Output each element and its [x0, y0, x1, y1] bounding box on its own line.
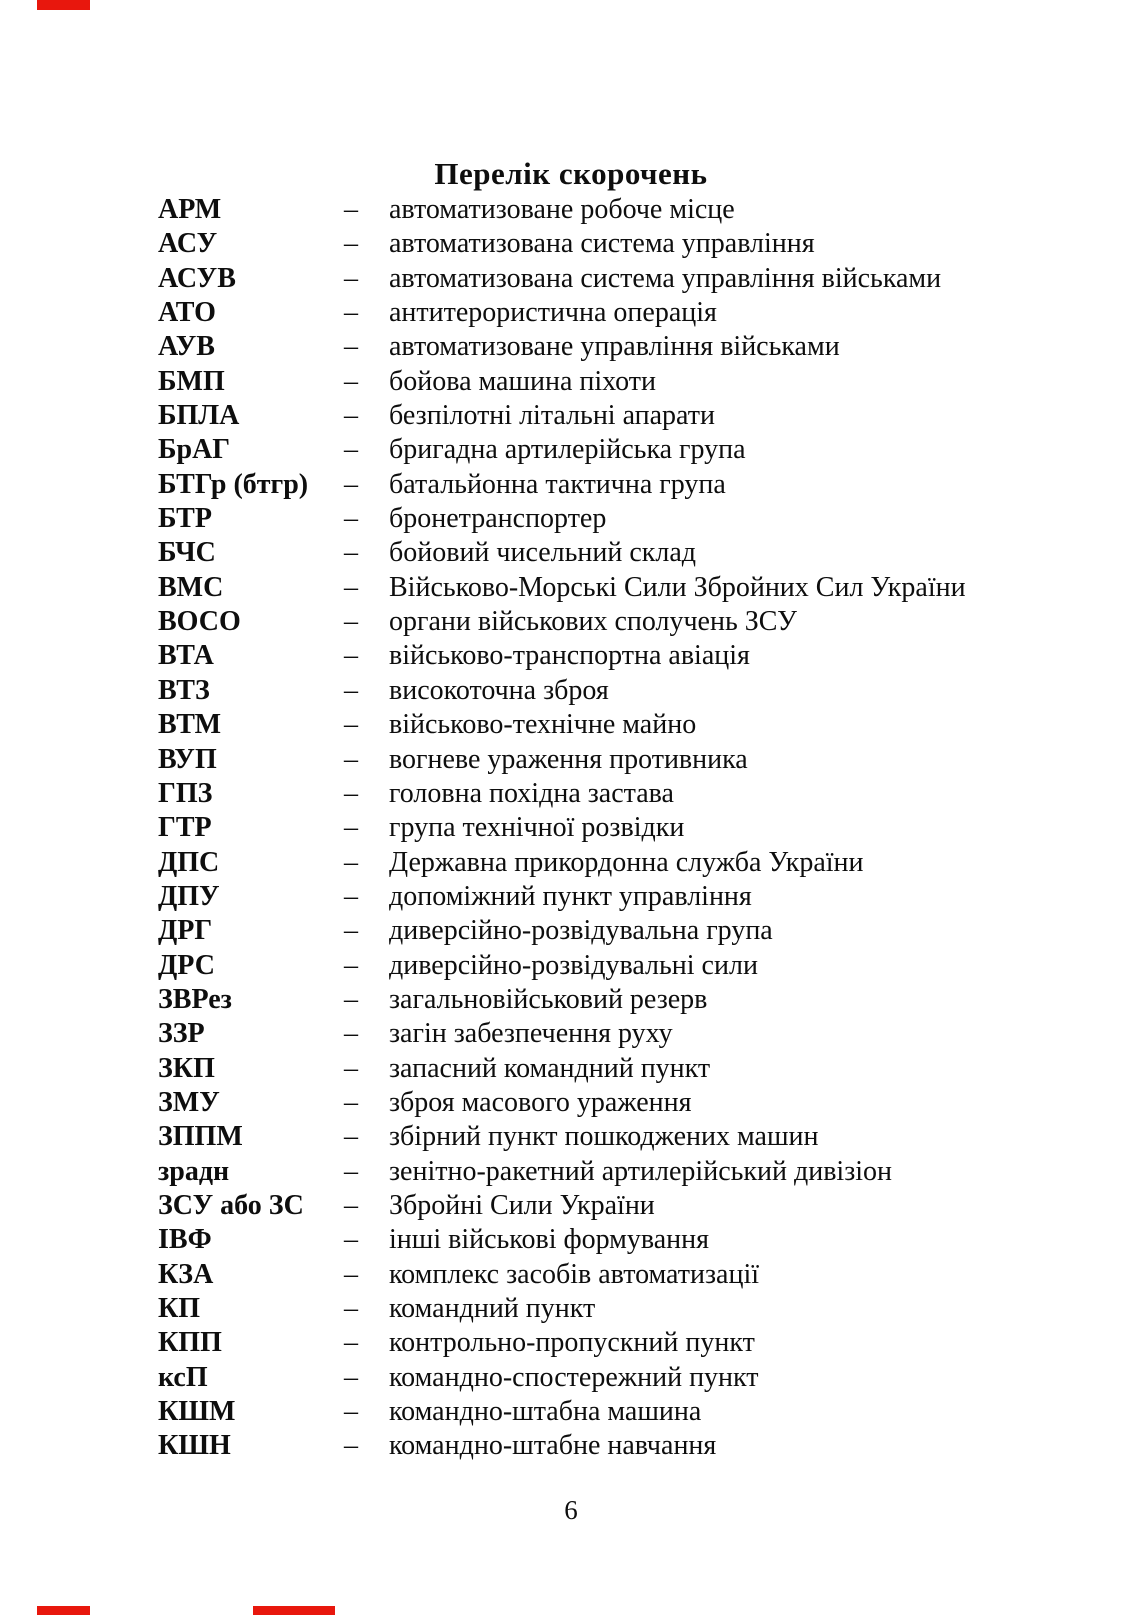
- dash-separator: –: [344, 743, 358, 775]
- abbreviation-definition: батальйонна тактична група: [389, 468, 726, 500]
- dash-separator: –: [344, 503, 358, 535]
- abbreviation-term: КП: [158, 1293, 201, 1324]
- dash-separator: –: [344, 331, 358, 363]
- abbreviation-row: [158, 846, 1108, 880]
- abbreviation-definition: збірний пункт пошкоджених машин: [389, 1121, 819, 1153]
- abbreviation-definition: командно-штабне навчання: [389, 1430, 717, 1462]
- abbreviation-definition: зброя масового ураження: [389, 1086, 692, 1118]
- abbreviation-definition: органи військових сполучень ЗСУ: [389, 606, 797, 638]
- abbreviation-term: ДПС: [158, 846, 220, 878]
- abbreviation-definition: бригадна артилерійська група: [389, 434, 746, 466]
- dash-separator: –: [344, 915, 358, 947]
- abbreviation-term: АРМ: [158, 194, 222, 225]
- abbreviation-term: БрАГ: [158, 434, 231, 466]
- abbreviation-definition: військово-технічне майно: [389, 709, 697, 741]
- abbreviation-term: ГПЗ: [158, 777, 213, 809]
- abbreviation-row: [158, 743, 1108, 777]
- abbreviation-definition: антитерористична операція: [389, 297, 717, 329]
- dash-separator: –: [344, 537, 358, 569]
- abbreviation-term: БТГр (бтгр): [158, 468, 309, 500]
- abbreviation-term: КПП: [158, 1327, 222, 1359]
- dash-separator: –: [344, 709, 358, 741]
- page-number: 6: [564, 1495, 578, 1525]
- abbreviation-row: [158, 536, 1108, 570]
- abbreviation-row: [158, 1258, 1108, 1292]
- abbreviation-definition: диверсійно-розвідувальна група: [389, 915, 773, 947]
- abbreviation-definition: запасний командний пункт: [389, 1052, 711, 1084]
- abbreviation-definition: головна похідна застава: [389, 777, 674, 809]
- abbreviation-term: ксП: [158, 1361, 208, 1393]
- abbreviation-row: [158, 502, 1108, 536]
- dash-separator: –: [344, 1327, 358, 1359]
- abbreviation-definition: високоточна зброя: [389, 674, 609, 706]
- dash-separator: –: [344, 812, 358, 844]
- abbreviation-row: [158, 433, 1108, 467]
- dash-separator: –: [344, 1121, 358, 1153]
- abbreviation-term: ЗМУ: [158, 1086, 220, 1118]
- dash-separator: –: [344, 1155, 358, 1187]
- abbreviation-definition: група технічної розвідки: [389, 812, 685, 844]
- abbreviation-definition: командно-спостережний пункт: [389, 1361, 759, 1393]
- dash-separator: –: [344, 262, 358, 294]
- dash-separator: –: [344, 1189, 358, 1221]
- dash-separator: –: [344, 571, 358, 603]
- abbreviation-term: ЗЗР: [158, 1018, 205, 1050]
- abbreviation-term: зрадн: [158, 1155, 230, 1187]
- abbreviation-definition: Військово-Морські Сили Збройних Сил України: [389, 571, 966, 603]
- abbreviation-term: БПЛА: [158, 400, 240, 432]
- abbreviation-term: АУВ: [158, 331, 215, 363]
- dash-separator: –: [344, 365, 358, 397]
- abbreviation-row: [158, 983, 1108, 1017]
- abbreviation-row: [158, 708, 1108, 742]
- abbreviation-definition: комплекс засобів автоматизації: [389, 1258, 760, 1290]
- abbreviation-row: [158, 1017, 1108, 1051]
- abbreviation-term: ЗППМ: [158, 1121, 243, 1153]
- abbreviation-row: [158, 1326, 1108, 1360]
- abbreviation-row: [158, 468, 1108, 502]
- abbreviation-row: [158, 949, 1108, 983]
- abbreviation-term: БТР: [158, 503, 212, 535]
- abbreviation-definition: автоматизоване робоче місце: [389, 194, 735, 225]
- abbreviation-definition: загальновійськовий резерв: [389, 983, 708, 1015]
- abbreviation-term: ГТР: [158, 812, 212, 844]
- abbreviation-row: [158, 1361, 1108, 1395]
- abbreviation-definition: допоміжний пункт управління: [389, 880, 752, 912]
- abbreviation-term: ДПУ: [158, 880, 220, 912]
- dash-separator: –: [344, 1086, 358, 1118]
- dash-separator: –: [344, 1018, 358, 1050]
- dash-separator: –: [344, 434, 358, 466]
- scan-artifact: [37, 0, 90, 10]
- page-title: Перелік скорочень: [434, 155, 708, 191]
- abbreviation-row: [158, 571, 1108, 605]
- abbreviation-term: ЗКП: [158, 1052, 215, 1084]
- abbreviation-term: ВТЗ: [158, 674, 210, 706]
- dash-separator: –: [344, 1293, 358, 1324]
- abbreviation-row: [158, 674, 1108, 708]
- abbreviation-definition: загін забезпечення руху: [389, 1018, 673, 1050]
- dash-separator: –: [344, 880, 358, 912]
- abbreviation-row: [158, 1155, 1108, 1189]
- abbreviation-list: [158, 193, 1108, 1464]
- abbreviation-row: [158, 227, 1108, 261]
- abbreviation-row: [158, 330, 1108, 364]
- abbreviation-definition: Збройні Сили України: [389, 1189, 655, 1221]
- abbreviation-definition: зенітно-ракетний артилерійський дивізіон: [389, 1155, 893, 1187]
- abbreviation-term: ВОСО: [158, 606, 241, 638]
- abbreviation-row: [158, 605, 1108, 639]
- abbreviation-row: [158, 1052, 1108, 1086]
- abbreviation-row: [158, 1223, 1108, 1257]
- dash-separator: –: [344, 983, 358, 1015]
- abbreviation-definition: Державна прикордонна служба України: [389, 846, 864, 878]
- abbreviation-row: [158, 1292, 1108, 1326]
- abbreviation-term: ЗСУ або ЗС: [158, 1189, 304, 1221]
- dash-separator: –: [344, 228, 358, 260]
- dash-separator: –: [344, 468, 358, 500]
- abbreviation-row: [158, 193, 1108, 227]
- abbreviation-definition: командно-штабна машина: [389, 1396, 702, 1428]
- dash-separator: –: [344, 1396, 358, 1428]
- abbreviation-term: АСУВ: [158, 262, 236, 294]
- abbreviation-definition: командний пункт: [389, 1293, 596, 1324]
- abbreviation-definition: автоматизоване управління військами: [389, 331, 840, 363]
- abbreviation-definition: інші військові формування: [389, 1224, 710, 1256]
- scan-artifact: [253, 1606, 335, 1615]
- abbreviation-row: [158, 914, 1108, 948]
- abbreviation-term: ВТМ: [158, 709, 222, 741]
- abbreviation-row: [158, 296, 1108, 330]
- abbreviation-definition: бойова машина піхоти: [389, 365, 656, 397]
- dash-separator: –: [344, 846, 358, 878]
- abbreviation-row: [158, 1429, 1108, 1463]
- abbreviation-term: ЗВРез: [158, 983, 232, 1015]
- abbreviation-row: [158, 262, 1108, 296]
- abbreviation-row: [158, 639, 1108, 673]
- dash-separator: –: [344, 606, 358, 638]
- dash-separator: –: [344, 1052, 358, 1084]
- dash-separator: –: [344, 1361, 358, 1393]
- abbreviation-definition: безпілотні літальні апарати: [389, 400, 715, 432]
- abbreviation-definition: контрольно-пропускний пункт: [389, 1327, 755, 1359]
- abbreviation-term: ІВФ: [158, 1224, 212, 1256]
- abbreviation-row: [158, 777, 1108, 811]
- abbreviation-row: [158, 399, 1108, 433]
- dash-separator: –: [344, 640, 358, 672]
- abbreviation-term: АСУ: [158, 228, 218, 260]
- dash-separator: –: [344, 1224, 358, 1256]
- abbreviation-term: ВТА: [158, 640, 214, 672]
- abbreviation-definition: диверсійно-розвідувальні сили: [389, 949, 758, 981]
- abbreviation-definition: бронетранспортер: [389, 503, 607, 535]
- abbreviation-term: ДРГ: [158, 915, 213, 947]
- abbreviation-term: БМП: [158, 365, 225, 397]
- dash-separator: –: [344, 674, 358, 706]
- abbreviation-definition: автоматизована система управління військами: [389, 262, 942, 294]
- abbreviation-definition: бойовий чисельний склад: [389, 537, 697, 569]
- abbreviation-row: [158, 1120, 1108, 1154]
- abbreviation-term: КЗА: [158, 1258, 214, 1290]
- abbreviation-row: [158, 880, 1108, 914]
- abbreviation-row: [158, 1086, 1108, 1120]
- abbreviation-term: ДРС: [158, 949, 215, 981]
- dash-separator: –: [344, 297, 358, 329]
- abbreviation-term: ВУП: [158, 743, 217, 775]
- abbreviation-term: КШН: [158, 1430, 231, 1462]
- dash-separator: –: [344, 777, 358, 809]
- scan-artifact: [37, 1606, 90, 1615]
- abbreviation-definition: автоматизована система управління: [389, 228, 815, 260]
- abbreviation-term: ВМС: [158, 571, 224, 603]
- abbreviation-term: БЧС: [158, 537, 216, 569]
- dash-separator: –: [344, 949, 358, 981]
- abbreviation-definition: військово-транспортна авіація: [389, 640, 750, 672]
- abbreviation-row: [158, 1395, 1108, 1429]
- abbreviation-term: АТО: [158, 297, 216, 329]
- dash-separator: –: [344, 1430, 358, 1462]
- abbreviation-row: [158, 365, 1108, 399]
- dash-separator: –: [344, 194, 358, 225]
- abbreviation-term: КШМ: [158, 1396, 236, 1428]
- abbreviation-definition: вогневе ураження противника: [389, 743, 748, 775]
- dash-separator: –: [344, 1258, 358, 1290]
- abbreviation-row: [158, 1189, 1108, 1223]
- abbreviation-row: [158, 811, 1108, 845]
- dash-separator: –: [344, 400, 358, 432]
